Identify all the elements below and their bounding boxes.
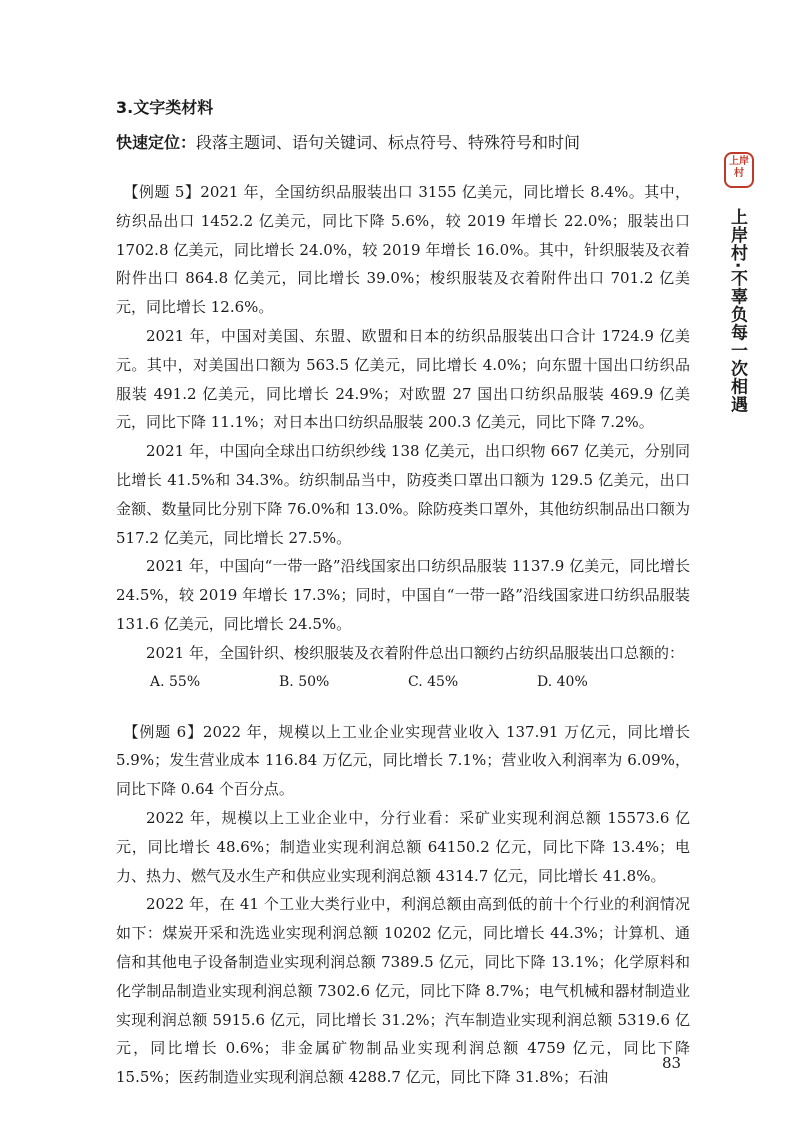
answer-options bbox=[116, 668, 690, 696]
example-5-question: 2021 年，全国针织、梭织服装及衣着附件总出口额约占纺织品服装出口总额的： bbox=[146, 643, 684, 662]
quick-locate-label: 快速定位： bbox=[116, 133, 197, 152]
option-c[interactable]: C. 45% bbox=[408, 673, 459, 690]
example-5-paragraph-1: 【例题 5】2021 年，全国纺织品服装出口 3155 亿美元，同比增长 8.4%。其中，纺织品出口 1452.2 亿美元，同比下降 5.6%，较 2019 年增长 22.0%；服装出口 1702.8 亿美元，同比增长 24.0%，较 2019 年增长 16.0%。其中，针织服装及衣着附件出口 864.8 亿美元，同比增长 39.0%；梭织服装及衣着附件出口 701.2 亿美元，同比增长 12.6%。 bbox=[116, 183, 691, 317]
option-a[interactable]: A. 55% bbox=[150, 673, 201, 690]
example-5-label: 【例题 5】 bbox=[123, 183, 201, 201]
example-6 bbox=[116, 718, 690, 1092]
quick-locate-text: 段落主题词、语句关键词、标点符号、特殊符号和时间 bbox=[196, 133, 581, 152]
brand-slogan: 上岸村·不辜负每一次相遇 bbox=[727, 208, 747, 414]
example-5-paragraph-4: 2021 年，中国向“一带一路”沿线国家出口纺织品服装 1137.9 亿美元，同比增长 24.5%，较 2019 年增长 17.3%；同时，中国自“一带一路”沿线国家进口纺织品服装 131.6 亿美元，同比增长 24.5%。 bbox=[116, 557, 690, 633]
example-6-paragraph-3: 2022 年，在 41 个工业大类行业中，利润总额由高到低的前十个行业的利润情况如下：煤炭开采和洗选业实现利润总额 10202 亿元，同比增长 44.3%；计算机、通信和其他电子设备制造业实现利润总额 7389.5 亿元，同比下降 13.1%；化学原料和化学制品制造业实现利润总额 7302.6 亿元，同比下降 8.7%；电气机械和器材制造业实现利润总额 5915.6 亿元，同比增长 31.2%；汽车制造业实现利润总额 5319.6 亿元，同比增长 0.6%；非金属矿物制品业实现利润总额 4759 亿元，同比下降 15.5%；医药制造业实现利润总额 4288.7 亿元，同比下降 31.8%；石油 bbox=[116, 895, 690, 1087]
page-number: 83 bbox=[662, 1054, 682, 1072]
example-5 bbox=[116, 178, 690, 696]
example-6-paragraph-2: 2022 年，规模以上工业企业中，分行业看：采矿业实现利润总额 15573.6 亿元，同比增长 48.6%；制造业实现利润总额 64150.2 亿元，同比下降 13.4%；电力、热力、燃气及水生产和供应业实现利润总额 4314.7 亿元，同比增长 41.8%。 bbox=[116, 808, 690, 885]
example-5-paragraph-3: 2021 年，中国向全球出口纺织纱线 138 亿美元，出口织物 667 亿美元，分别同比增长 41.5%和 34.3%。纺织制品当中，防疫类口罩出口额为 129.5 亿美元，出口金额、数量同比分别下降 76.0%和 13.0%。除防疫类口罩外，其他纺织制品出口额为 517.2 亿美元，同比增长 27.5%。 bbox=[116, 442, 690, 547]
section-title: 3.文字类材料 bbox=[116, 98, 214, 117]
brand-seal-logo: 上岸 村 bbox=[724, 152, 754, 188]
example-5-paragraph-2: 2021 年，中国对美国、东盟、欧盟和日本的纺织品服装出口合计 1724.9 亿美元。其中，对美国出口额为 563.5 亿美元，同比增长 4.0%；向东盟十国出口纺织品服装 491.2 亿美元，同比增长 24.9%；对欧盟 27 国出口纺织品服装 469.9 亿美元，同比下降 11.1%；对日本出口纺织品服装 200.3 亿美元，同比下降 7.2%。 bbox=[116, 326, 690, 432]
example-6-label: 【例题 6】 bbox=[123, 722, 203, 741]
page-content bbox=[116, 98, 690, 1092]
option-b[interactable]: B. 50% bbox=[279, 673, 330, 690]
option-d[interactable]: D. 40% bbox=[537, 673, 588, 690]
sidebar-brand bbox=[722, 152, 756, 413]
quick-locate-line bbox=[116, 132, 690, 154]
example-6-paragraph-1: 【例题 6】2022 年，规模以上工业企业实现营业收入 137.91 万亿元，同比增长 5.9%；发生营业成本 116.84 万亿元，同比增长 7.1%；营业收入利润率为 6.09%，同比下降 0.64 个百分点。 bbox=[116, 722, 691, 799]
